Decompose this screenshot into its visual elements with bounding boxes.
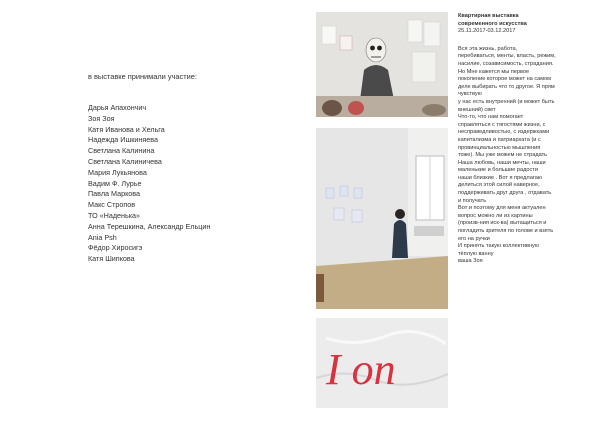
skull-eye xyxy=(377,46,382,51)
participant-name: Фёдор Хиросигэ xyxy=(88,243,143,253)
participant-name: Ania Psh xyxy=(88,232,117,242)
wall-drawing xyxy=(412,52,436,82)
wall-drawing xyxy=(334,208,344,220)
participant-name: Павла Маркова xyxy=(88,189,141,199)
participant-name: ТО «Наденька» xyxy=(88,210,141,220)
wall-drawing xyxy=(326,188,334,198)
participants-column xyxy=(88,72,298,265)
wall-drawing xyxy=(354,188,362,198)
photo-2-illustration xyxy=(316,128,448,309)
participant-name: Дарья Апахончич xyxy=(88,103,147,112)
wall-drawing xyxy=(352,210,362,222)
seated-visitor xyxy=(348,101,364,115)
participant-name: Мария Лукьянова xyxy=(88,167,147,177)
participants-intro: в выставке принимали участие: xyxy=(88,72,197,81)
exhibition-title: Квартирная выставка современного искусства xyxy=(458,13,527,27)
wall-drawing xyxy=(322,26,336,44)
chair xyxy=(316,274,324,302)
photo-skull-mask-performer xyxy=(316,12,448,117)
participant-name: Светлана Калинина xyxy=(88,146,155,156)
participant-name: Надежда Ишкиняева xyxy=(88,135,158,145)
exhibition-statement: Вся эта жизнь, работа, перебиваться, менты, власть, режим, насилие, созависимость, страдания. Но Мне кажется мы первое поколение которое может на самом деле выбирать что то другое. Я прям чувствую у нас есть внутренний (и может быть внешний) свет Что-то, что нам помогает справляться с тягостями жизни, с несправедливостью, с издержками капитализма и патриархата (и с провинциальностью мышления тоже). Мы уже можем не страдать Наша любовь, наши мечты, наши маленькие и большие радости наши близкие . Вот я предлагаю делиться этой силой наверное, поддерживать друг друга , отдавать и получать Вот и поэтому для меня актуален вопрос можно ли из картины (произв-ния иск-ва) вытащиться и погладить зрителя по голове и взять его на ручки И принять такую коллективную тёплую ванну ваша Зоя xyxy=(458,45,556,265)
participant-name: Вадим Ф. Лурье xyxy=(88,178,142,188)
wall-drawing xyxy=(424,22,440,46)
photo-graffiti-on-plastic xyxy=(316,318,448,408)
participant-name: Анна Терешкина, Александр Ельцин xyxy=(88,221,211,231)
wall-drawing xyxy=(340,36,352,50)
wall-drawing xyxy=(408,20,422,42)
photo-3-illustration xyxy=(316,318,448,408)
exhibition-dates: 25.11.2017-03.12.2017 xyxy=(458,28,516,35)
skull-eye xyxy=(370,46,375,51)
participant-name: Катя Шипкова xyxy=(88,254,135,264)
skull-mask xyxy=(366,38,386,62)
graffiti-text: I on xyxy=(326,345,396,394)
participant-name: Светлана Калиничева xyxy=(88,156,162,166)
participant-name: Зоя Зоя xyxy=(88,113,115,123)
participants-list xyxy=(88,103,298,265)
curatorial-text xyxy=(458,13,586,266)
participant-name: Макс Стропов xyxy=(88,200,136,210)
person-drawing-on-wall xyxy=(392,220,408,258)
person-head xyxy=(395,209,405,219)
photo-room-with-window xyxy=(316,128,448,309)
wall-drawing xyxy=(340,186,348,196)
photo-1-illustration xyxy=(316,12,448,117)
seated-visitor xyxy=(322,100,342,116)
seated-visitor xyxy=(422,104,446,116)
radiator xyxy=(414,226,444,236)
participant-name: Катя Иванова и Хельга xyxy=(88,124,165,134)
